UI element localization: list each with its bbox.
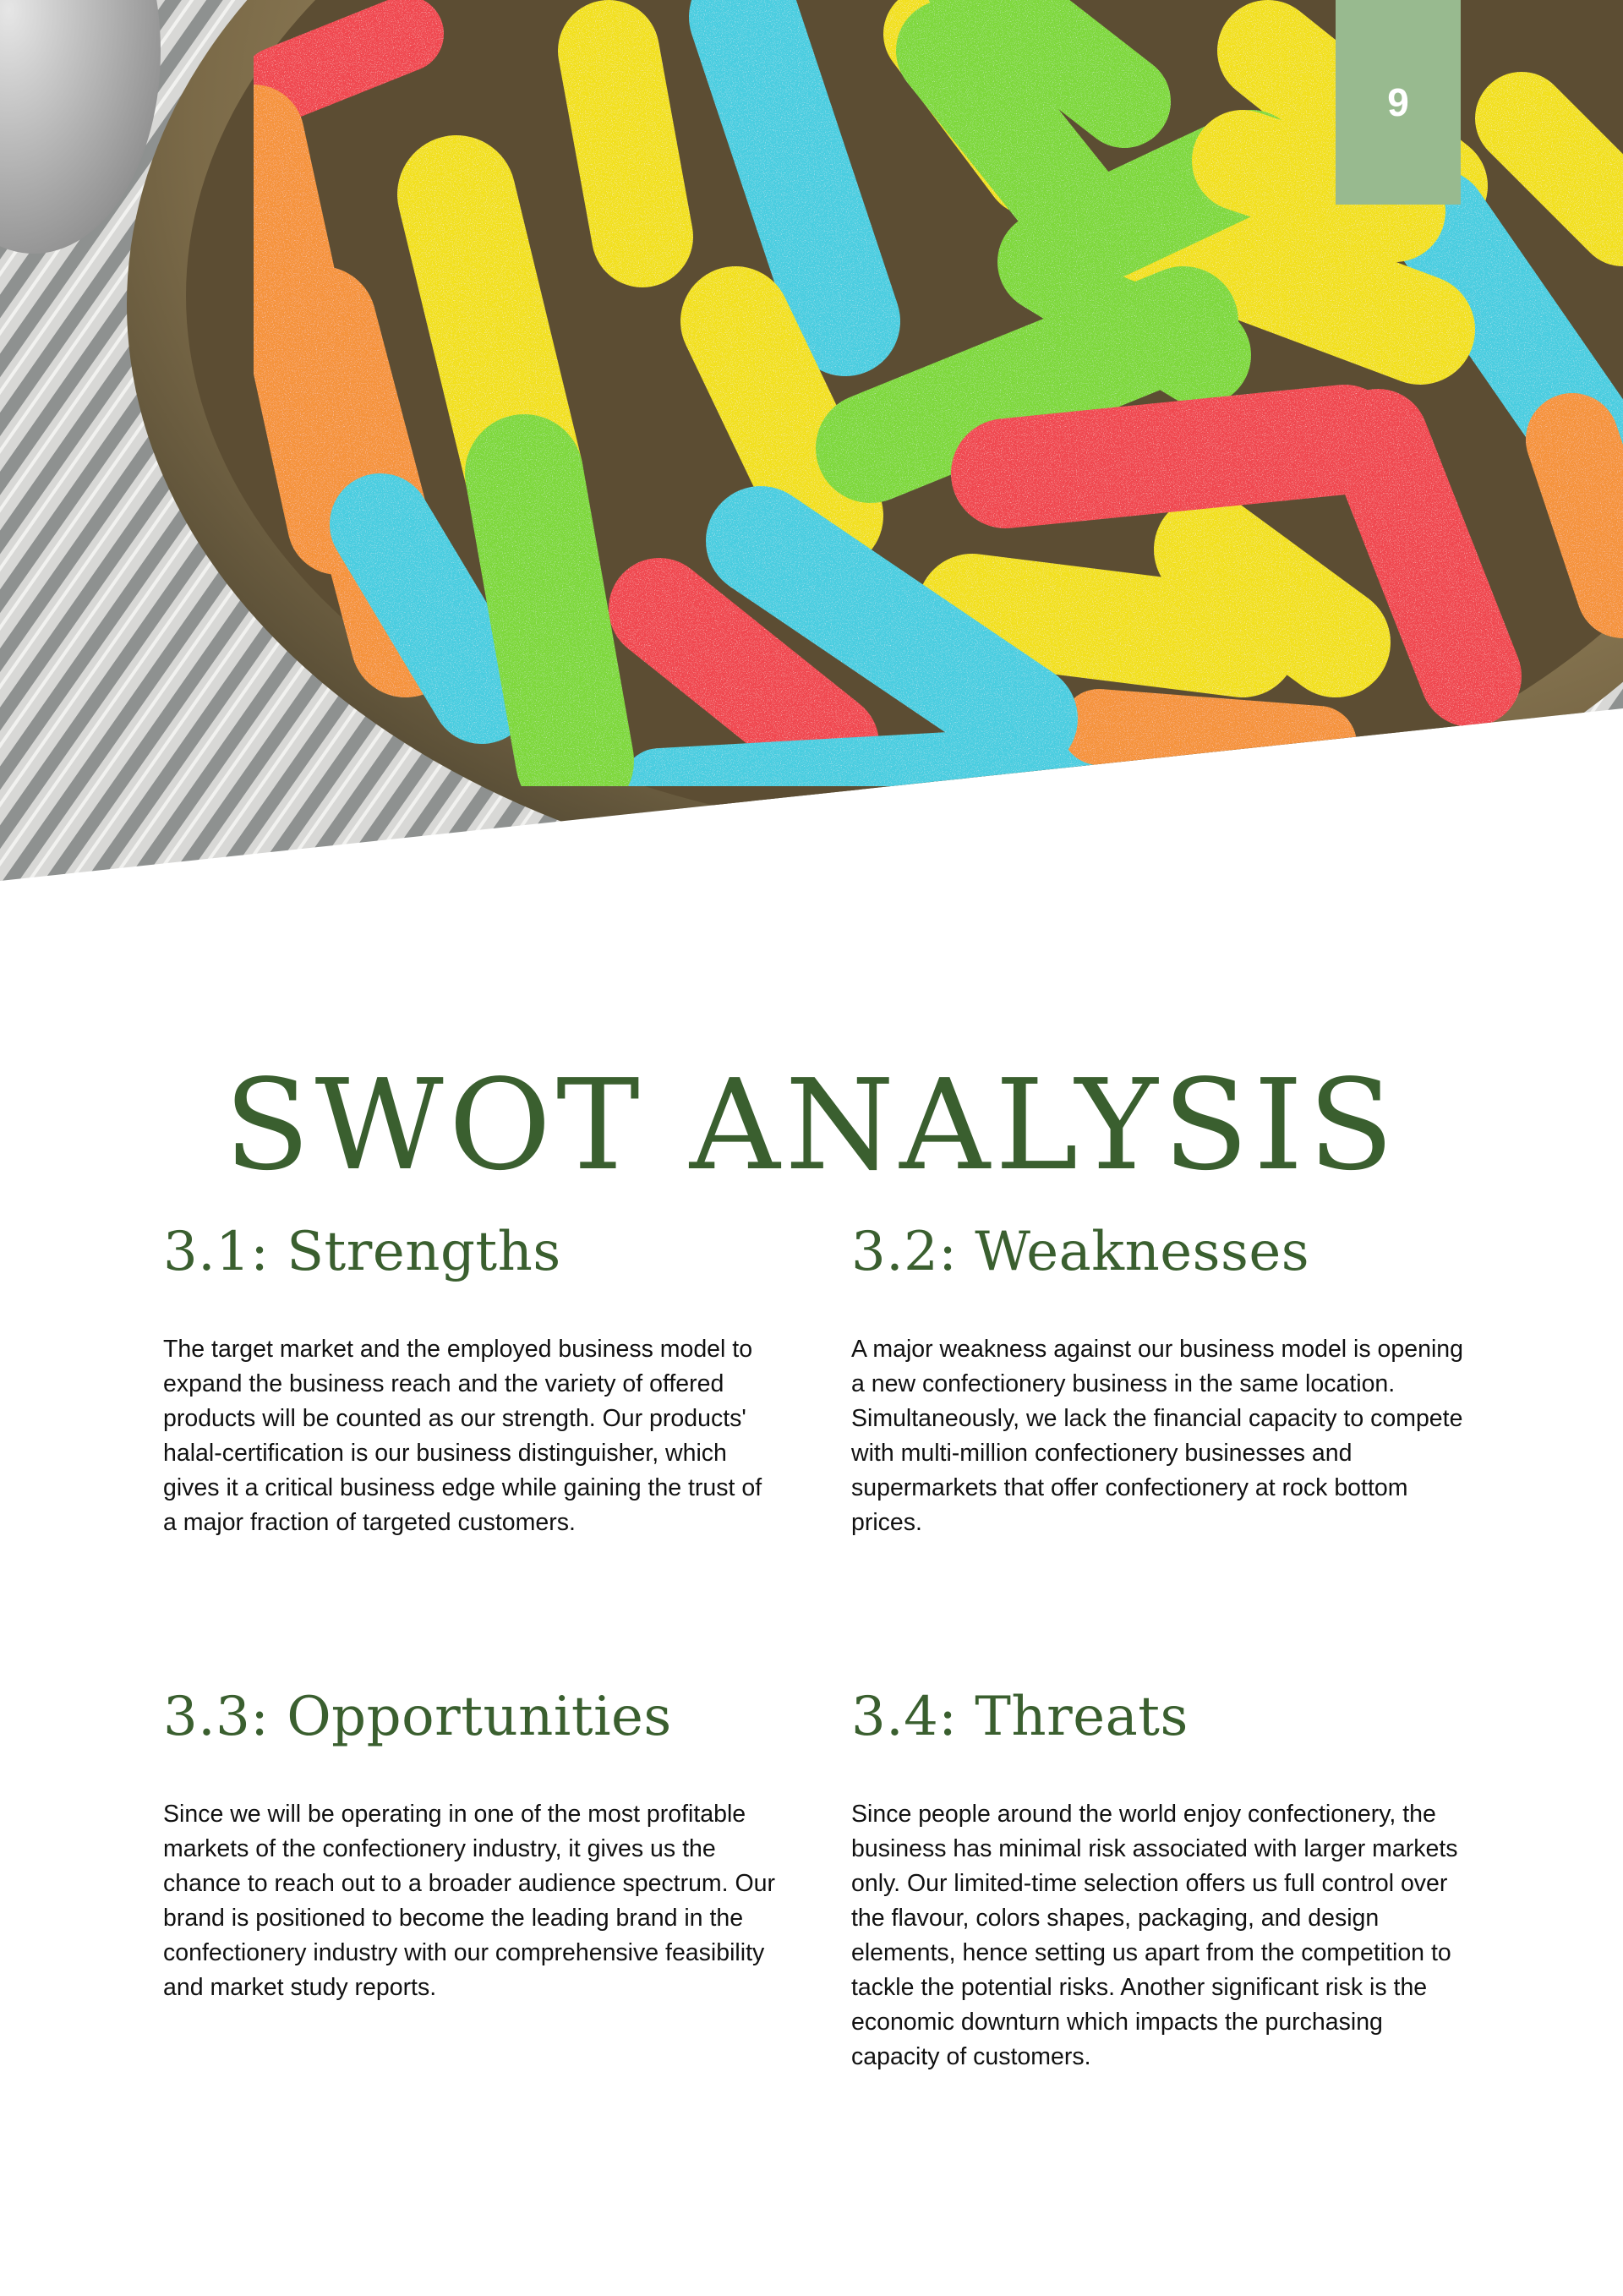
hero-image bbox=[0, 0, 1623, 883]
weaknesses-section bbox=[851, 1222, 1468, 1540]
opportunities-section bbox=[163, 1687, 780, 2005]
threats-body: Since people around the world enjoy confectionery, the business has minimal risk associated with larger markets only. Our limited-time selection offers us full control over the flavour, colors shapes, packaging, and design elements, hence setting us apart from the competition to tackle the potential risks. Another significant risk is the economic downturn which impacts the purchasing capacity of customers. bbox=[851, 1801, 1458, 2071]
page-title: SWOT ANALYSIS bbox=[224, 1052, 1399, 1199]
threats-section bbox=[851, 1687, 1468, 2075]
strengths-section bbox=[163, 1222, 780, 1540]
opportunities-body: Since we will be operating in one of the most profitable markets of the confectionery industry, it gives us the chance to reach out to a broader audience spectrum. Our brand is positioned to become the leading brand in the confectionery industry with our comprehensive feasibility and market study reports. bbox=[163, 1801, 776, 2002]
threats-heading: 3.4: Threats bbox=[851, 1686, 1189, 1748]
opportunities-heading: 3.3: Opportunities bbox=[163, 1686, 672, 1748]
page-number: 9 bbox=[1387, 80, 1409, 124]
page-number-badge bbox=[1336, 0, 1461, 205]
strengths-heading: 3.1: Strengths bbox=[163, 1221, 561, 1283]
weaknesses-heading: 3.2: Weaknesses bbox=[851, 1221, 1310, 1283]
strengths-body: The target market and the employed business model to expand the business reach and the variety of offered products will be counted as our strength. Our products' halal-certification is our business distinguisher, which gives it a critical business edge while gaining the trust of a major fraction of targeted customers. bbox=[163, 1336, 762, 1537]
weaknesses-body: A major weakness against our business model is opening a new confectionery business in the same location. Simultaneously, we lack the financial capacity to compete with multi-million confectionery businesses and supermarkets that offer confectionery at rock bottom prices. bbox=[851, 1336, 1463, 1537]
